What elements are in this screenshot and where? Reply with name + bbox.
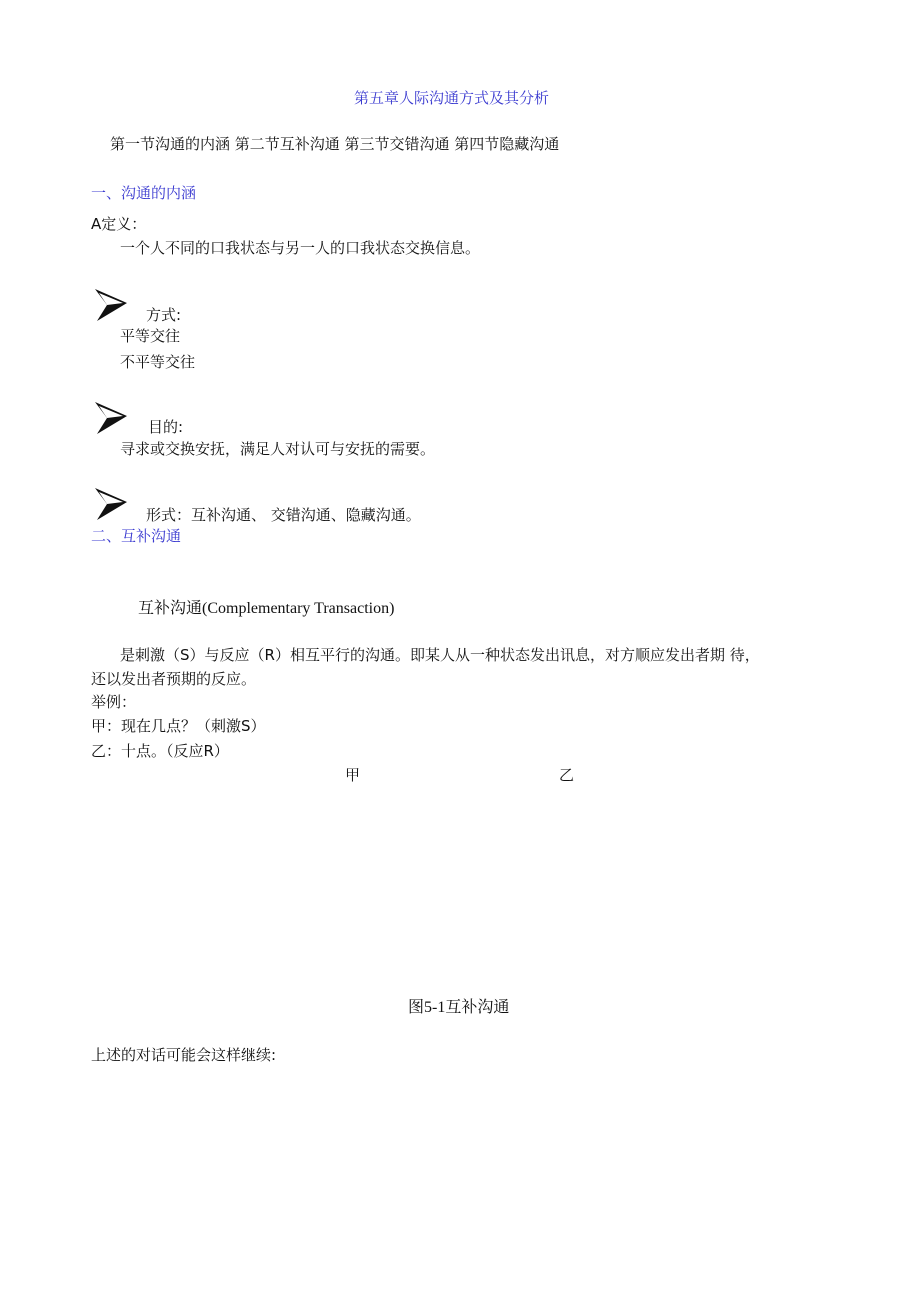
purpose-label: 目的: — [148, 418, 184, 436]
figure-label-left: 甲 — [345, 766, 361, 784]
complementary-subtitle: 互补沟通(Complementary Transaction) — [138, 600, 395, 617]
definition-label: A定义： — [91, 215, 147, 233]
chapter-title: 第五章人际沟通方式及其分析 — [354, 89, 550, 107]
example-label: 举例： — [91, 693, 137, 711]
arrowhead-bullet-icon — [93, 287, 129, 323]
mode-item-equal: 平等交往 — [120, 327, 181, 345]
section-heading-1: 一、沟通的内涵 — [91, 184, 197, 202]
example-response: 乙：十点。（反应R） — [91, 742, 229, 760]
continue-text: 上述的对话可能会这样继续: — [91, 1046, 277, 1064]
arrowhead-bullet-icon — [93, 400, 129, 436]
figure-caption: 图5-1互补沟通 — [408, 999, 510, 1016]
example-stimulus: 甲：现在几点？（刺激S） — [91, 717, 266, 735]
arrowhead-bullet-icon — [93, 486, 129, 522]
table-of-contents: 第一节沟通的内涵 第二节互补沟通 第三节交错沟通 第四节隐藏沟通 — [110, 135, 560, 153]
mode-item-unequal: 不平等交往 — [120, 353, 196, 371]
section-heading-2: 二、互补沟通 — [91, 527, 182, 545]
definition-text: 一个人不同的口我状态与另一人的口我状态交换信息。 — [120, 239, 481, 257]
mode-label: 方式: — [146, 306, 182, 324]
form-text: 形式：互补沟通、 交错沟通、隐藏沟通。 — [146, 506, 421, 524]
figure-label-right: 乙 — [559, 766, 575, 784]
purpose-text: 寻求或交换安抚，满足人对认可与安抚的需要。 — [120, 440, 436, 458]
paragraph-line-2: 还以发出者预期的反应。 — [91, 670, 257, 688]
paragraph-line-1: 是刺激（S）与反应（R）相互平行的沟通。即某人从一种状态发出讯息，对方顺应发出者期 待， — [120, 646, 760, 664]
